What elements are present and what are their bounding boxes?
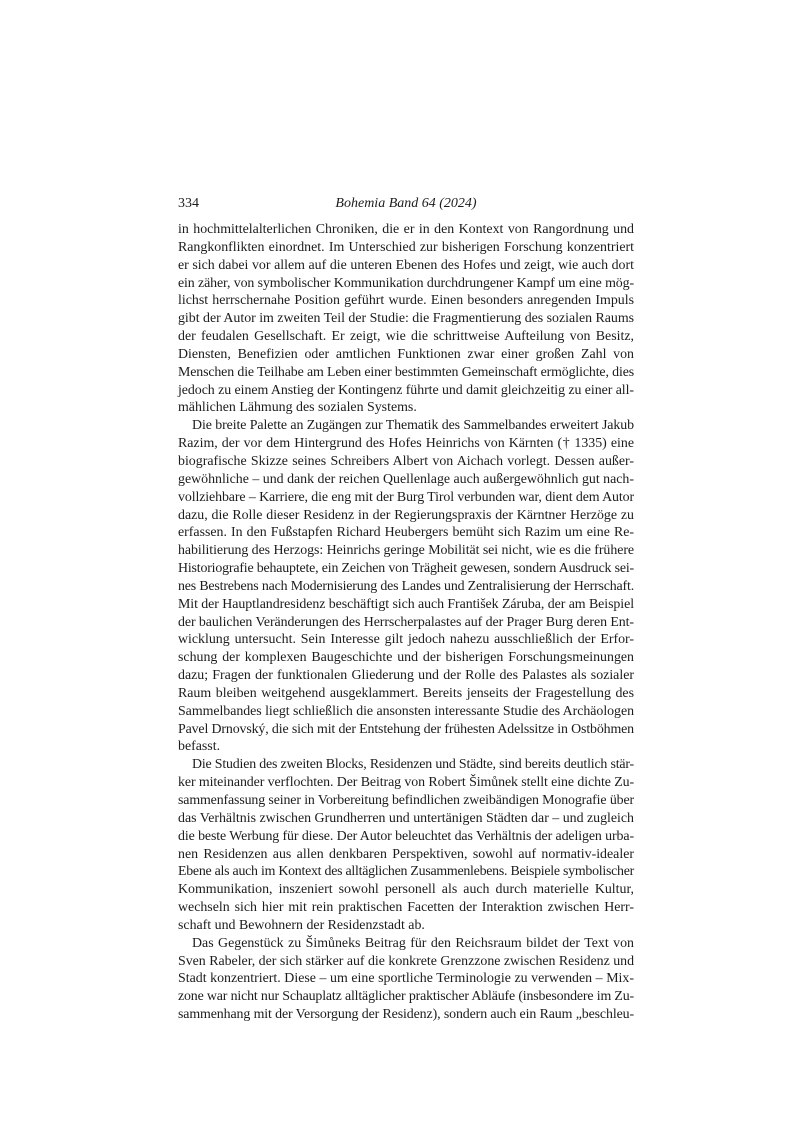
text-line: Menschen die Teilhabe am Leben einer bestimmten Gemeinschaft ermöglichte, dies: [178, 364, 634, 380]
paragraph: [178, 417, 634, 756]
text-line: zone war nicht nur Schauplatz alltäglicher praktischer Abläufe (insbesondere im Zu-: [178, 989, 634, 1005]
text-line: habilitierung des Herzogs: Heinrichs geringe Mobilität sei nicht, wie es die frühere: [178, 543, 634, 559]
body-text: [178, 221, 634, 1024]
page-number: 334: [178, 196, 199, 211]
text-line: nes Bestrebens nach Modernisierung des Landes und Zentralisierung der Herrschaft.: [178, 578, 634, 594]
paragraph: [178, 221, 634, 417]
text-line: wechseln sich hier mit rein praktischen Facetten der Interaktion zwischen Herr-: [178, 900, 634, 916]
text-line: in hochmittelalterlichen Chroniken, die er in den Kontext von Rangordnung und: [178, 222, 634, 237]
text-line: Stadt konzentriert. Diese – um eine sportliche Terminologie zu verwenden – Mix-: [178, 971, 634, 987]
text-line: nen Residenzen aus allen denkbaren Perspektiven, sowohl auf normativ-idealer: [178, 846, 634, 862]
text-line: Die Studien des zweiten Blocks, Residenzen und Städte, sind bereits deutlich stär-: [192, 757, 634, 773]
text-line: Razim, der vor dem Hintergrund des Hofes Heinrichs von Kärnten († 1335) eine: [178, 436, 634, 452]
text-line: die beste Werbung für diese. Der Autor beleuchtet das Verhältnis der adeligen urba-: [178, 828, 634, 844]
text-line: sammenfassung seiner in Vorbereitung befindlichen zweibändigen Monografie über: [178, 793, 634, 808]
running-head: [178, 194, 634, 214]
text-line: Sammelbandes liegt schließlich die ansonsten interessante Studie des Archäologen: [178, 703, 634, 719]
text-line: gibt der Autor im zweiten Teil der Studie: die Fragmentierung des sozialen Raums: [178, 311, 635, 327]
text-line: Pavel Drnovský, die sich mit der Entstehung der frühesten Adelssitze in Ostböhmen: [178, 721, 634, 737]
text-line: Sven Rabeler, der sich stärker auf die konkrete Grenzzone zwischen Residenz und: [178, 953, 635, 969]
paragraph: [178, 935, 634, 1024]
text-line: das Verhältnis zwischen Grundherren und untertänigen Städten dar – und zugleich: [178, 810, 634, 826]
text-line: Die breite Palette an Zugängen zur Thematik des Sammelbandes erweitert Jakub: [192, 418, 634, 434]
text-line: Diensten, Benefizien oder amtlichen Funktionen zwar einer großen Zahl von: [178, 346, 634, 362]
text-line: Rangkonflikten einordnet. Im Unterschied zur bisherigen Forschung konzentriert: [178, 239, 634, 255]
text-line: Historiografie behauptete, ein Zeichen von Trägheit gewesen, sondern Ausdruck sei-: [178, 561, 634, 577]
text-line: jedoch zu einem Anstieg der Kontingenz führte und damit gleichzeitig zu einer all-: [178, 382, 634, 398]
text-line: Das Gegenstück zu Šimůneks Beitrag für den Reichsraum bildet der Text von: [192, 935, 634, 951]
text-line: wicklung untersucht. Sein Interesse gilt jedoch nahezu ausschließlich der Erfor-: [178, 632, 634, 648]
text-line: ein zäher, von symbolischer Kommunikation durchdrungener Kampf um eine mög-: [178, 275, 634, 291]
text-line: Ebene als auch im Kontext des alltäglichen Zusammenlebens. Beispiele symbolischer: [178, 864, 634, 880]
text-line: biografische Skizze seines Schreibers Albert von Aichach vorlegt. Dessen außer-: [178, 453, 634, 469]
text-line: der feudalen Gesellschaft. Er zeigt, wie die schrittweise Aufteilung von Besitz,: [178, 329, 634, 345]
text-line: lichst herrschernahe Position geführt wurde. Einen besonders anregenden Impuls: [178, 293, 634, 309]
text-line: mählichen Lähmung des sozialen Systems.: [178, 400, 417, 416]
text-line: Mit der Hauptlandresidenz beschäftigt sich auch František Záruba, der am Beispiel: [178, 596, 634, 612]
text-line: befasst.: [178, 739, 221, 755]
text-line: dazu, die Rolle dieser Residenz in der Regierungspraxis der Kärntner Herzöge zu: [178, 507, 634, 523]
text-line: erfassen. In den Fußstapfen Richard Heubergers bemüht sich Razim um eine Re-: [178, 525, 634, 541]
journal-title: Bohemia Band 64 (2024): [335, 196, 477, 211]
text-line: Kommunikation, inszeniert sowohl personell als auch durch materielle Kultur,: [178, 882, 634, 898]
text-line: schung der komplexen Baugeschichte und der bisherigen Forschungsmeinungen: [178, 650, 634, 666]
text-line: er sich dabei vor allem auf die unteren Ebenen des Hofes und zeigt, wie auch dort: [178, 257, 634, 273]
text-line: schaft und Bewohnern der Residenzstadt ab.: [178, 917, 425, 933]
text-line: vollziehbare – Karriere, die eng mit der Burg Tirol verbunden war, dient dem Autor: [178, 489, 634, 505]
paragraph: [178, 756, 634, 934]
text-line: ker miteinander verflochten. Der Beitrag von Robert Šimůnek stellt eine dichte Zu-: [178, 775, 634, 791]
text-line: sammenhang mit der Versorgung der Residenz), sondern auch ein Raum „beschleu-: [178, 1007, 634, 1023]
text-line: Raum bleiben weitgehend ausgeklammert. Bereits jenseits der Fragestellung des: [178, 685, 634, 701]
text-line: gewöhnliche – und dank der reichen Quellenlage auch außergewöhnlich gut nach-: [178, 471, 634, 487]
text-line: der baulichen Veränderungen des Herrscherpalastes auf der Prager Burg deren Ent-: [178, 614, 634, 630]
text-line: dazu; Fragen der funktionalen Gliederung und der Rolle des Palastes als sozialer: [178, 668, 634, 684]
